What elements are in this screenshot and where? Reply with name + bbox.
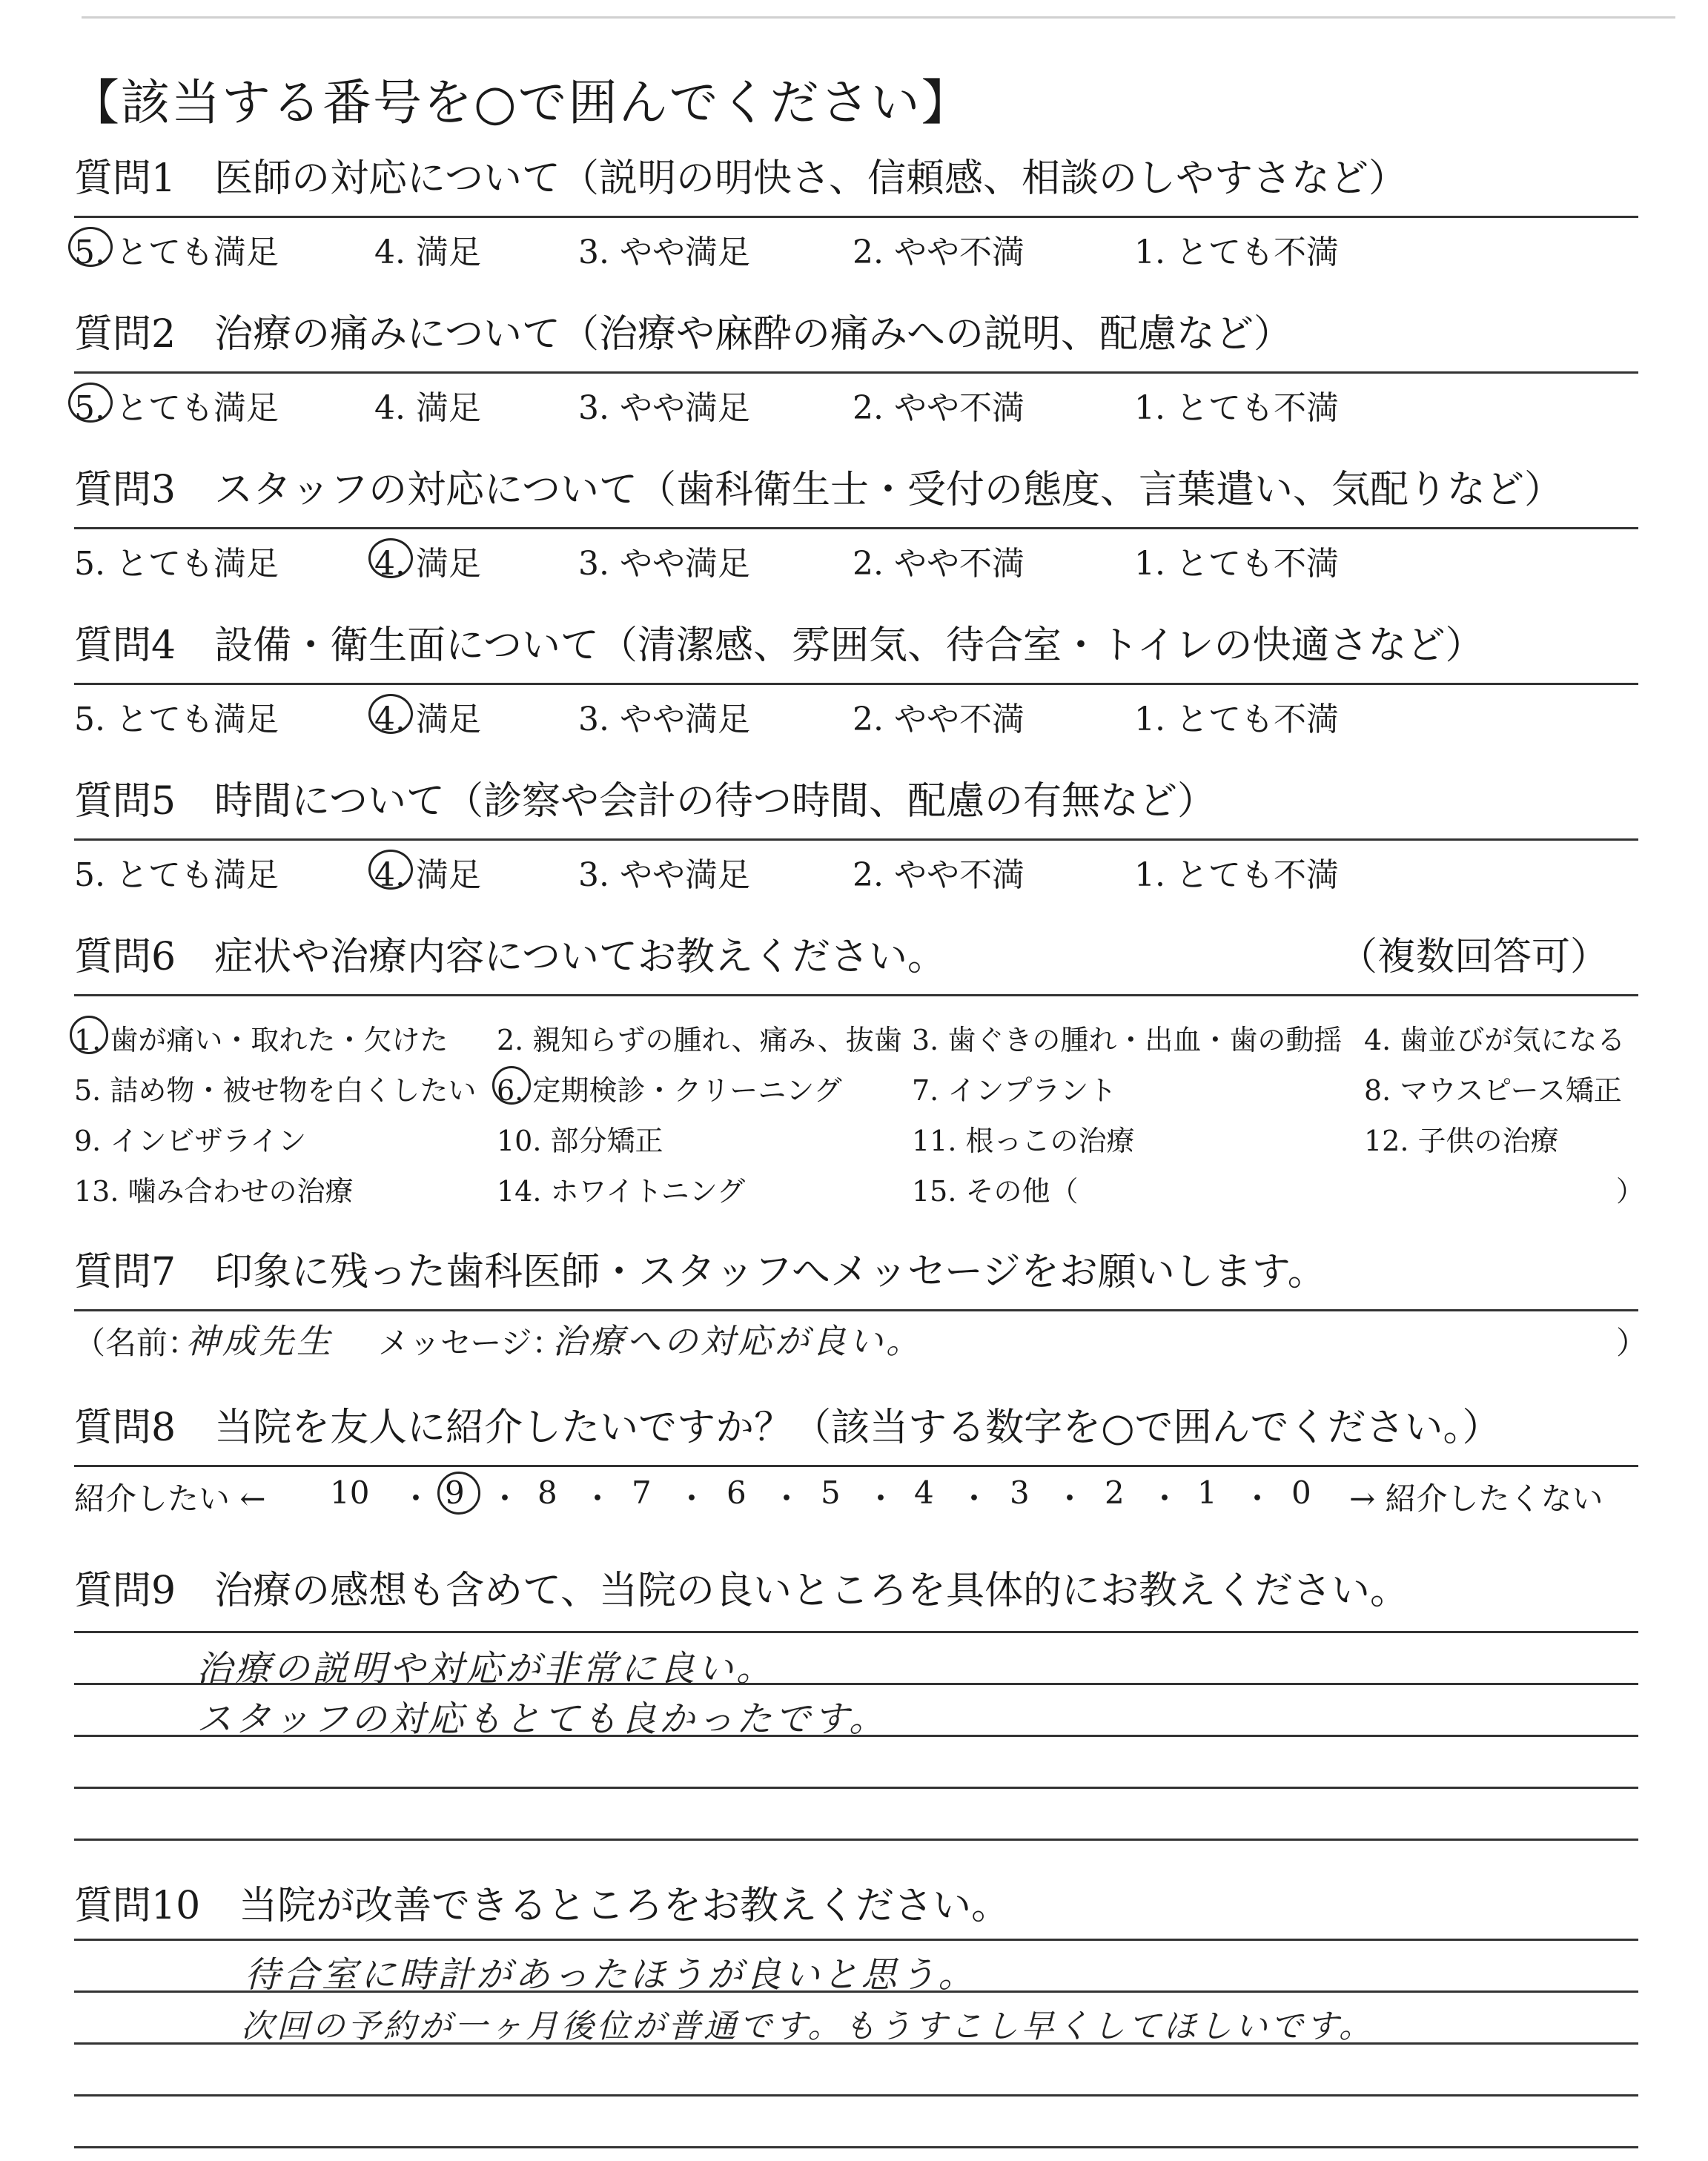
option-5[interactable]: 5. とても満足 xyxy=(74,545,279,583)
scale-4[interactable]: 4 xyxy=(914,1475,934,1511)
option-2[interactable]: 2. やや不満 xyxy=(853,856,1025,894)
option-1[interactable]: 1. とても不満 xyxy=(1134,856,1339,894)
option-5[interactable]: 5. とても満足 xyxy=(74,381,279,428)
question-2 xyxy=(74,312,1638,427)
option-3[interactable]: 3. やや満足 xyxy=(578,856,750,894)
symptom-3[interactable]: 3. 歯ぐきの腫れ・出血・歯の動揺 xyxy=(912,1024,1343,1056)
other-close-paren: ） xyxy=(1616,1175,1645,1208)
scale-dot: ・ xyxy=(865,1480,897,1517)
symptom-9[interactable]: 9. インビザライン xyxy=(74,1125,307,1157)
answer-text-1[interactable]: 待合室に時計があったほうが良いと思う。 xyxy=(245,1954,977,1996)
scale-left-label: 紹介したい ← xyxy=(74,1480,266,1517)
question-1-title: 質問1 医師の対応について（説明の明快さ、信頼感、相談のしやすさなど） xyxy=(74,156,1407,201)
option-4[interactable]: 4. 満足 xyxy=(374,234,481,271)
question-9-title: 質問9 治療の感想も含めて、当院の良いところを具体的にお教えください。 xyxy=(74,1569,1409,1613)
message-line xyxy=(74,1311,1648,1361)
scale-3[interactable]: 3 xyxy=(1010,1475,1030,1511)
rating-options xyxy=(74,529,1638,581)
option-3[interactable]: 3. やや満足 xyxy=(578,389,750,427)
symptom-15[interactable]: 15. その他（ xyxy=(912,1175,1079,1208)
option-5[interactable]: 5. とても満足 xyxy=(74,225,279,273)
answer-area xyxy=(74,1616,1638,1890)
symptom-10[interactable]: 10. 部分矯正 xyxy=(497,1125,663,1157)
answer-area xyxy=(74,1931,1638,2161)
option-4[interactable]: 4. 満足 xyxy=(374,692,481,740)
answer-line xyxy=(74,1631,1638,1633)
scale-dot: ・ xyxy=(1242,1480,1274,1517)
scale-dot: ・ xyxy=(1149,1480,1181,1517)
symptom-5[interactable]: 5. 詰め物・被せ物を白くしたい xyxy=(74,1074,477,1107)
option-5[interactable]: 5. とても満足 xyxy=(74,701,279,738)
symptom-13[interactable]: 13. 噛み合わせの治療 xyxy=(74,1175,354,1208)
question-5 xyxy=(74,779,1638,894)
symptom-12[interactable]: 12. 子供の治療 xyxy=(1364,1125,1559,1157)
symptom-8[interactable]: 8. マウスピース矯正 xyxy=(1364,1074,1622,1107)
scale-9[interactable]: 9 xyxy=(445,1475,465,1511)
option-2[interactable]: 2. やや不満 xyxy=(853,545,1025,583)
scale-dot: ・ xyxy=(771,1480,803,1517)
answer-line xyxy=(74,2146,1638,2148)
option-2[interactable]: 2. やや不満 xyxy=(853,234,1025,271)
question-4 xyxy=(74,623,1638,738)
question-5-title: 質問5 時間について（診察や会計の待つ時間、配慮の有無など） xyxy=(74,779,1217,824)
answer-line xyxy=(74,2094,1638,2097)
message-close-paren: ） xyxy=(1616,1325,1648,1361)
message-value[interactable]: 治療への対応が良い。 xyxy=(552,1321,923,1361)
scale-dot: ・ xyxy=(582,1480,614,1517)
scale-dot: ・ xyxy=(489,1480,521,1517)
question-3-title: 質問3 スタッフの対応について（歯科衛生士・受付の態度、言葉遣い、気配りなど） xyxy=(74,468,1563,512)
rating-options xyxy=(74,374,1638,426)
question-6-title-text: 質問6 症状や治療内容についてお教えください。 xyxy=(74,935,947,979)
recommend-scale xyxy=(74,1467,1638,1519)
answer-line xyxy=(74,1939,1638,1941)
scale-5[interactable]: 5 xyxy=(821,1475,841,1511)
option-3[interactable]: 3. やや満足 xyxy=(578,545,750,583)
option-2[interactable]: 2. やや不満 xyxy=(853,701,1025,738)
symptom-1[interactable]: 1. 歯が痛い・取れた・欠けた xyxy=(74,1017,448,1058)
symptom-2[interactable]: 2. 親知らずの腫れ、痛み、抜歯 xyxy=(497,1024,902,1056)
scale-1[interactable]: 1 xyxy=(1197,1475,1217,1511)
question-9 xyxy=(74,1569,1638,1890)
answer-text-2[interactable]: スタッフの対応もとても良かったです。 xyxy=(196,1698,888,1740)
symptom-11[interactable]: 11. 根っこの治療 xyxy=(912,1125,1135,1157)
question-6-title xyxy=(74,935,1638,982)
option-1[interactable]: 1. とても不満 xyxy=(1134,234,1339,271)
question-2-title: 質問2 治療の痛みについて（治療や麻酔の痛みへの説明、配慮など） xyxy=(74,312,1293,357)
answer-text-2[interactable]: 次回の予約が一ヶ月後位が普通です。もうすこし早くしてほしいです。 xyxy=(241,2008,1374,2045)
question-1 xyxy=(74,156,1638,271)
rating-options xyxy=(74,841,1638,893)
top-border xyxy=(82,16,1675,19)
scale-2[interactable]: 2 xyxy=(1105,1475,1125,1511)
symptom-14[interactable]: 14. ホワイトニング xyxy=(497,1175,746,1208)
rating-options xyxy=(74,218,1638,270)
option-2[interactable]: 2. やや不満 xyxy=(853,389,1025,427)
option-4[interactable]: 4. 満足 xyxy=(374,848,481,896)
option-1[interactable]: 1. とても不満 xyxy=(1134,389,1339,427)
symptom-options xyxy=(74,996,1645,1219)
rating-options xyxy=(74,685,1638,737)
symptom-7[interactable]: 7. インプラント xyxy=(912,1074,1117,1107)
multiple-answers-note: （複数回答可） xyxy=(1338,935,1609,979)
scale-7[interactable]: 7 xyxy=(632,1475,652,1511)
name-value[interactable]: 神成先生 xyxy=(185,1321,334,1361)
question-8 xyxy=(74,1406,1638,1519)
question-7-title: 質問7 印象に残った歯科医師・スタッフへメッセージをお願いします。 xyxy=(74,1250,1326,1294)
message-label: メッセージ： xyxy=(378,1325,563,1361)
question-10 xyxy=(74,1884,1638,2161)
form-header: 【該当する番号を○で囲んでください】 xyxy=(70,74,972,131)
scale-8[interactable]: 8 xyxy=(537,1475,557,1511)
scale-dot: ・ xyxy=(676,1480,708,1517)
option-5[interactable]: 5. とても満足 xyxy=(74,856,279,894)
option-1[interactable]: 1. とても不満 xyxy=(1134,545,1339,583)
answer-text-1[interactable]: 治療の説明や対応が非常に良い。 xyxy=(196,1648,775,1690)
question-10-title: 質問10 当院が改善できるところをお教えください。 xyxy=(74,1884,1010,1928)
question-4-title: 質問4 設備・衛生面について（清潔感、雰囲気、待合室・トイレの快適さなど） xyxy=(74,623,1484,668)
question-7 xyxy=(74,1250,1648,1361)
symptom-4[interactable]: 4. 歯並びが気になる xyxy=(1364,1024,1626,1056)
symptom-6[interactable]: 6. 定期検診・クリーニング xyxy=(497,1068,842,1108)
scale-dot: ・ xyxy=(1054,1480,1086,1517)
question-6 xyxy=(74,935,1645,1219)
scale-6[interactable]: 6 xyxy=(726,1475,747,1511)
scale-dot: ・ xyxy=(959,1480,990,1517)
question-3 xyxy=(74,468,1638,583)
option-4[interactable]: 4. 満足 xyxy=(374,537,481,584)
option-3[interactable]: 3. やや満足 xyxy=(578,701,750,738)
scale-10[interactable]: 10 xyxy=(330,1475,370,1511)
option-3[interactable]: 3. やや満足 xyxy=(578,234,750,271)
option-4[interactable]: 4. 満足 xyxy=(374,389,481,427)
name-label: （名前： xyxy=(74,1325,199,1361)
scale-dot: ・ xyxy=(400,1480,432,1517)
option-1[interactable]: 1. とても不満 xyxy=(1134,701,1339,738)
answer-line xyxy=(74,1839,1638,1841)
scale-right-label: → 紹介したくない xyxy=(1349,1480,1603,1517)
scale-0[interactable]: 0 xyxy=(1291,1475,1311,1511)
answer-line xyxy=(74,1787,1638,1789)
question-8-title: 質問8 当院を友人に紹介したいですか？（該当する数字を○で囲んでください。） xyxy=(74,1406,1501,1450)
